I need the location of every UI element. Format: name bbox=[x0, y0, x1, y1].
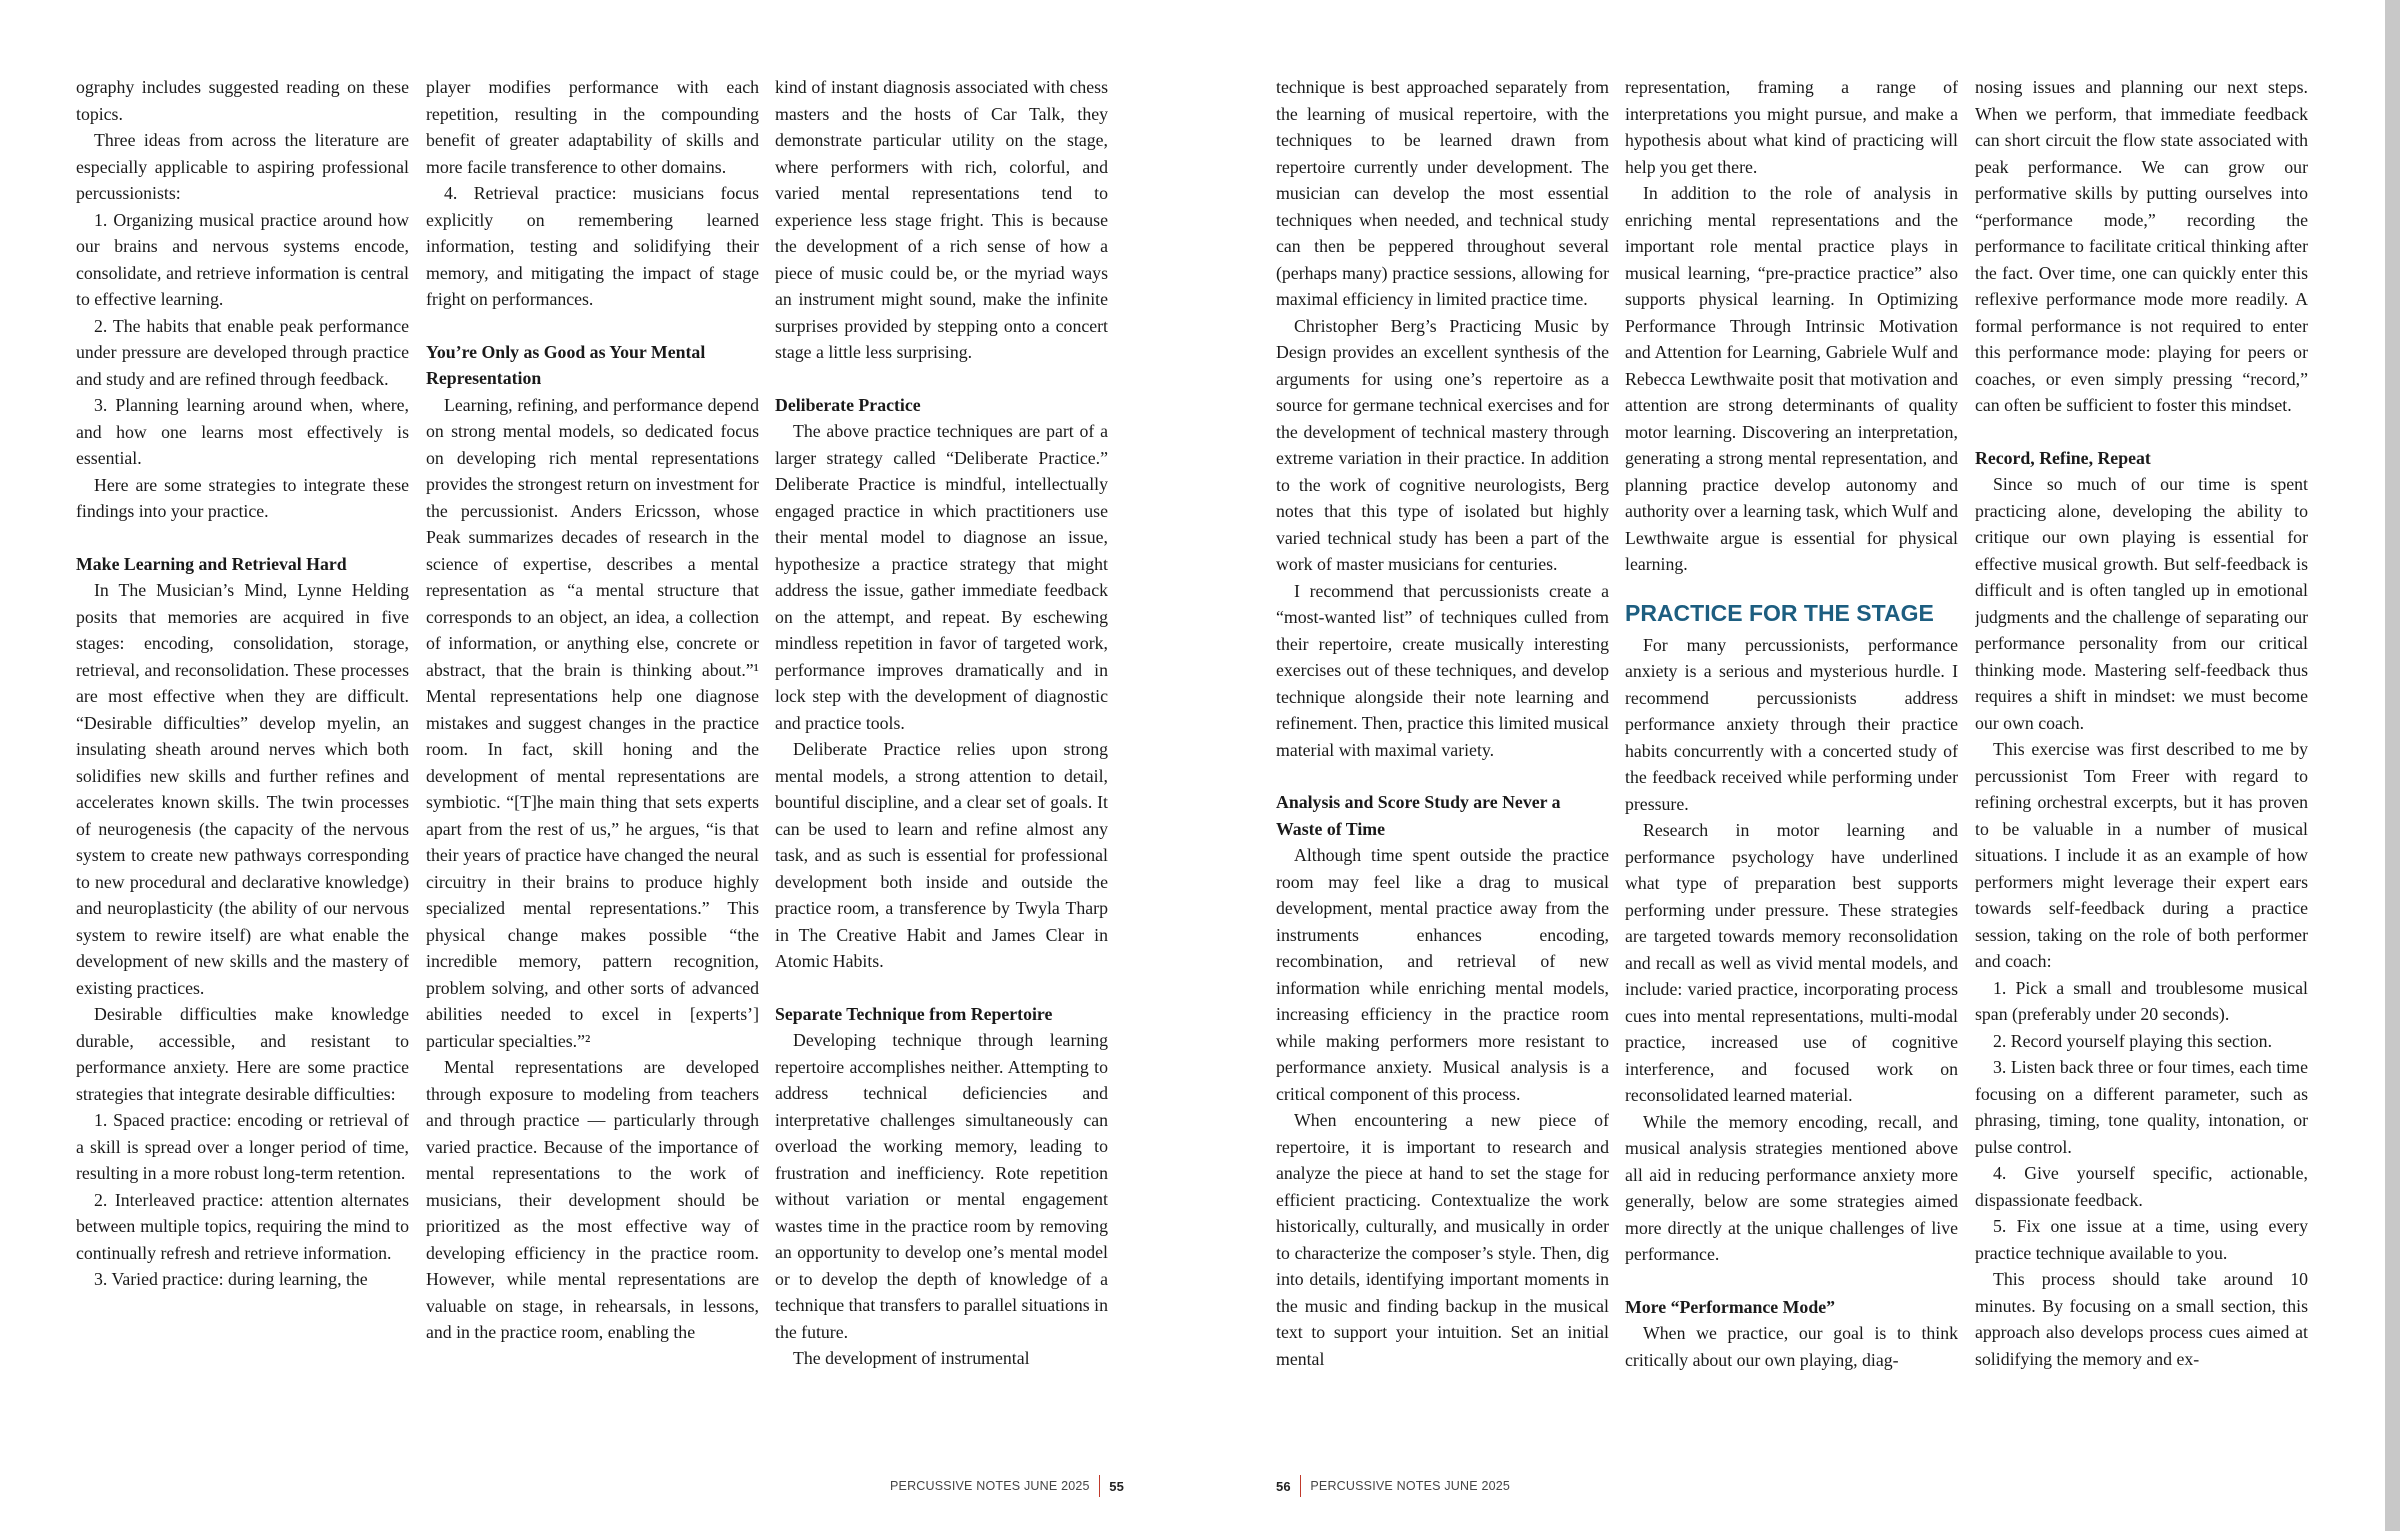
paragraph: 4. Give yourself specific, actionable, dispassionate feedback. bbox=[1975, 1163, 2308, 1210]
paragraph: I recommend that percussionists create a “most-wanted list” of techniques culled from their repertoire, create musically interesting exercises out of these techniques, and develop technique alongside their note learning and refinement. Then, practice this limited musical material with maximal variety. bbox=[1276, 580, 1609, 760]
paragraph: 3. Planning learning around when, where, and how one learns most effectively is essential. bbox=[76, 395, 409, 468]
paragraph: The above practice techniques are part of a larger strategy called “Deliberate Practice.” Deliberate Practice is mindful, intellectually engaged practice in which practitioners use their mental model to diagnose an issue, hypothesize a practice strategy that might address the issue, gather immediate feedback on the attempt, and repeat. By eschewing mindless repetition in favor of targeted work, performance improves dramatically and in lock step with the development of diagnostic and practice tools. bbox=[775, 421, 1108, 733]
paragraph: technique is best approached separately from the learning of musical repertoire, with the techniques to be learned drawn from repertoire currently under development. The musician can develop the most essential techniques when needed, and technical study can then be peppered throughout several (perhaps many) practice sessions, allowing for maximal efficiency in limited practice time. bbox=[1276, 77, 1609, 309]
paragraph: Desirable difficulties make knowledge durable, accessible, and resistant to performance anxiety. Here are some practice strategies that integrate desirable difficulties: bbox=[76, 1004, 409, 1104]
paragraph: Since so much of our time is spent practicing alone, developing the ability to critique our own playing is essential for effective musical growth. But self-feedback is difficult and is often tangled up in emotional judgments and the challenge of separating our performance personality from our critical thinking mode. Mastering self-feedback thus requires a shift in mindset: we must become our own coach. bbox=[1975, 474, 2308, 733]
paragraph: In addition to the role of analysis in enriching mental representations and the important role mental practice plays in musical learning, “pre-practice practice” also supports physical learning. In Optimizing Performance Through Intrinsic Motivation and Attention for Learning, Gabriele Wulf and Rebecca Lewthwaite posit that motivation and attention are strong determinants of quality motor learning. Discovering an interpretation, generating a strong mental representation, and planning practice develop autonomy and authority over a learning task, which Wulf and Lewthwaite argue is essential for physical learning. bbox=[1625, 183, 1958, 574]
article-column-3 bbox=[775, 74, 1108, 1454]
page-number: 55 bbox=[1109, 1478, 1125, 1494]
paragraph: This exercise was first described to me by percussionist Tom Freer with regard to refining orchestral excerpts, but it has proven to be valuable in a number of musical situations. I include it as an example of how performers might leverage their expert ears towards self-feedback during a practice session, taking on the role of both performer and coach: bbox=[1975, 739, 2308, 971]
scrollbar-track[interactable] bbox=[2385, 0, 2400, 1531]
paragraph: For many percussionists, performance anxiety is a serious and mysterious hurdle. I recommend percussionists address performance anxiety through their practice habits concurrently with a concerted study of the feedback received while performing under pressure. bbox=[1625, 634, 1958, 814]
paragraph: The development of instrumental bbox=[793, 1348, 1030, 1368]
section-heading: Make Learning and Retrieval Hard bbox=[76, 553, 347, 574]
paragraph: Deliberate Practice relies upon strong mental models, a strong attention to detail, bountiful discipline, and a clear set of goals. It can be used to learn and refine almost any task, and as such is essential for professional development both inside and outside the practice room, a transference by Twyla Tharp in The Creative Habit and James Clear in Atomic Habits. bbox=[775, 739, 1108, 971]
paragraph: kind of instant diagnosis associated with chess masters and the hosts of Car Talk, they demonstrate particular utility on the stage, where performers with rich, colorful, and varied mental representations tend to experience less stage fright. This is because the development of a rich sense of how a piece of music could be, or the myriad ways an instrument might sound, make the infinite surprises provided by stepping onto a concert stage a little less surprising. bbox=[775, 77, 1108, 362]
page-number: 56 bbox=[1276, 1478, 1291, 1494]
article-column-2 bbox=[426, 74, 759, 1454]
paragraph: In The Musician’s Mind, Lynne Helding posits that memories are acquired in five stages: encoding, consolidation, storage, retrieval, and reconsolidation. These processes are most effective when they are difficult. “Desirable difficulties” develop myelin, an insulating sheath around nerves which both solidifies new skills and further refines and accelerates known skills. The twin processes of neurogenesis (the capacity of the nervous system to create new pathways corresponding to new procedural and declarative knowledge) and neuroplasticity (the ability of our nervous system to rewire itself) are what enable the development of new skills and the mastery of existing practices. bbox=[76, 580, 409, 998]
paragraph: 3. Listen back three or four times, each time focusing on a different parameter, such as phrasing, timing, tone quality, intonation, or pulse control. bbox=[1975, 1057, 2308, 1157]
footer-magazine-title: PERCUSSIVE NOTES JUNE 2025 bbox=[1310, 1479, 1511, 1493]
article-column-1 bbox=[76, 74, 409, 1454]
section-heading: Record, Refine, Repeat bbox=[1975, 447, 2151, 468]
paragraph: 5. Fix one issue at a time, using every practice technique available to you. bbox=[1975, 1216, 2308, 1263]
article-column-6 bbox=[1975, 74, 2308, 1454]
paragraph: 3. Varied practice: during learning, the bbox=[94, 1269, 368, 1289]
paragraph: Mental representations are developed through exposure to modeling from teachers and through practice — particularly through varied practice. Because of the importance of mental representations to the work of musicians, their development should be prioritized as the most effective way of developing efficiency in the practice room. However, while mental representations are valuable on stage, in rehearsals, in lessons, and in the practice room, enabling the bbox=[426, 1057, 759, 1342]
section-heading: Deliberate Practice bbox=[775, 394, 921, 415]
paragraph: Developing technique through learning repertoire accomplishes neither. Attempting to address technical deficiencies and interpretative challenges simultaneously can overload the working memory, leading to frustration and inefficiency. Rote repetition without variation or mental engagement wastes time in the practice room by removing an opportunity to develop one’s mental model or to develop the depth of knowledge of a technique that transfers to parallel situations in the future. bbox=[775, 1030, 1108, 1342]
paragraph: 2. Interleaved practice: attention alternates between multiple topics, requiring the mind to continually refresh and retrieve information. bbox=[76, 1189, 409, 1263]
paragraph: Christopher Berg’s Practicing Music by Design provides an excellent synthesis of the arguments for using one’s repertoire as a source for germane technical exercises and for the development of technical mastery through extreme variation in their practice. In addition to the work of cognitive neurologists, Berg notes that this type of isolated but highly varied technical study has been a part of the work of master musicians for centuries. bbox=[1276, 315, 1609, 574]
article-column-4 bbox=[1276, 74, 1609, 1454]
paragraph: 1. Pick a small and troublesome musical span (preferably under 20 seconds). bbox=[1975, 977, 2308, 1024]
footer-magazine-title: PERCUSSIVE NOTES JUNE 2025 bbox=[890, 1479, 1090, 1493]
paragraph: representation, framing a range of interpretations you might pursue, and make a hypothesis about what kind of practicing will help you get there. bbox=[1625, 77, 1958, 177]
footer-divider bbox=[1300, 1475, 1302, 1497]
section-title: PRACTICE FOR THE STAGE bbox=[1625, 599, 1934, 626]
paragraph: Although time spent outside the practice room may feel like a drag to musical development, mental practice away from the instruments enhances encoding, recombination, and retrieval of new information while enriching mental models, increasing efficiency in the practice room while making performers more resistant to performance anxiety. Musical analysis is a critical component of this process. bbox=[1276, 845, 1609, 1104]
paragraph: 1. Spaced practice: encoding or retrieval of a skill is spread over a longer period of time, resulting in a more robust long-term retention. bbox=[76, 1110, 409, 1183]
paragraph: 2. The habits that enable peak performance under pressure are developed through practice and study and are refined through feedback. bbox=[76, 315, 409, 389]
paragraph: ography includes suggested reading on these topics. bbox=[76, 77, 409, 124]
section-heading: Separate Technique from Repertoire bbox=[775, 1003, 1053, 1024]
paragraph: Research in motor learning and performance psychology have underlined what type of preparation best supports performing under pressure. These strategies are targeted towards memory reconsolidation and recall as well as vivid mental models, and include: varied practice, incorporating process cues into mental representations, multi-modal practice, increased use of cognitive interference, and focused work on reconsolidated learned material. bbox=[1625, 820, 1958, 1105]
article-column-5 bbox=[1625, 74, 1958, 1454]
paragraph: 4. Retrieval practice: musicians focus explicitly on remembering learned information, testing and solidifying their memory, and mitigating the impact of stage fright on performances. bbox=[426, 183, 759, 309]
paragraph: This process should take around 10 minutes. By focusing on a small section, this approach also develops process cues aimed at solidifying the memory and ex- bbox=[1975, 1269, 2308, 1369]
footer-divider bbox=[1099, 1475, 1101, 1497]
section-heading: Analysis and Score Study are Never a Waste of Time bbox=[1276, 792, 1561, 839]
paragraph: When we practice, our goal is to think critically about our own playing, diag- bbox=[1625, 1323, 1958, 1370]
section-heading: You’re Only as Good as Your Mental Representation bbox=[426, 341, 706, 388]
paragraph: While the memory encoding, recall, and musical analysis strategies mentioned above all aid in reducing performance anxiety more generally, below are some strategies aimed more directly at the unique challenges of live performance. bbox=[1625, 1111, 1958, 1264]
paragraph: 2. Record yourself playing this section. bbox=[1993, 1030, 2273, 1051]
paragraph: When encountering a new piece of repertoire, it is important to research and analyze the piece at hand to set the stage for efficient practicing. Contextualize the work historically, culturally, and musically in order to characterize the composer’s style. Then, dig into details, identifying important moments in the music and finding backup in the musical text to support your intuition. Set an initial mental bbox=[1276, 1110, 1609, 1369]
paragraph: nosing issues and planning our next steps. When we perform, that immediate feedback can short circuit the flow state associated with peak performance. We can grow our performative skills by putting ourselves into “performance mode,” recording the performance to facilitate critical thinking after the fact. Over time, one can quickly enter this reflexive performance mode more readily. A formal performance is not required to enter this performance mode: playing for peers or coaches, or even simply pressing “record,” can often be sufficient to foster this mindset. bbox=[1975, 77, 2308, 415]
paragraph: Learning, refining, and performance depend on strong mental models, so dedicated focus on developing rich mental representations provides the strongest return on investment for the percussionist. Anders Ericsson, whose Peak summarizes decades of research in the science of expertise, describes a mental representation as “a mental structure that corresponds to an object, an idea, a collection of information, or anything else, concrete or abstract, that the brain is thinking about.”¹ Mental representations help one diagnose mistakes and suggest changes in the practice room. In fact, skill honing and the development of mental representations are symbiotic. “[T]he main thing that sets experts apart from the rest of us,” he argues, “is that their years of practice have changed the neural circuitry in their brains to produce highly specialized mental representations.” This physical change makes possible “the incredible memory, pattern recognition, problem solving, and other sorts of advanced abilities needed to excel in [experts’] particular specialties.”² bbox=[426, 394, 759, 1051]
paragraph: Here are some strategies to integrate these findings into your practice. bbox=[76, 474, 409, 521]
footer-left bbox=[890, 1474, 1124, 1498]
footer-right bbox=[1276, 1474, 1510, 1498]
paragraph: player modifies performance with each repetition, resulting in the compounding benefit of greater adaptability of skills and more facile transference to other domains. bbox=[426, 77, 759, 177]
paragraph: 1. Organizing musical practice around how our brains and nervous systems encode, consolidate, and retrieve information is central to effective learning. bbox=[76, 209, 409, 309]
paragraph: Three ideas from across the literature are especially applicable to aspiring professional percussionists: bbox=[76, 130, 409, 203]
section-heading: More “Performance Mode” bbox=[1625, 1296, 1835, 1317]
